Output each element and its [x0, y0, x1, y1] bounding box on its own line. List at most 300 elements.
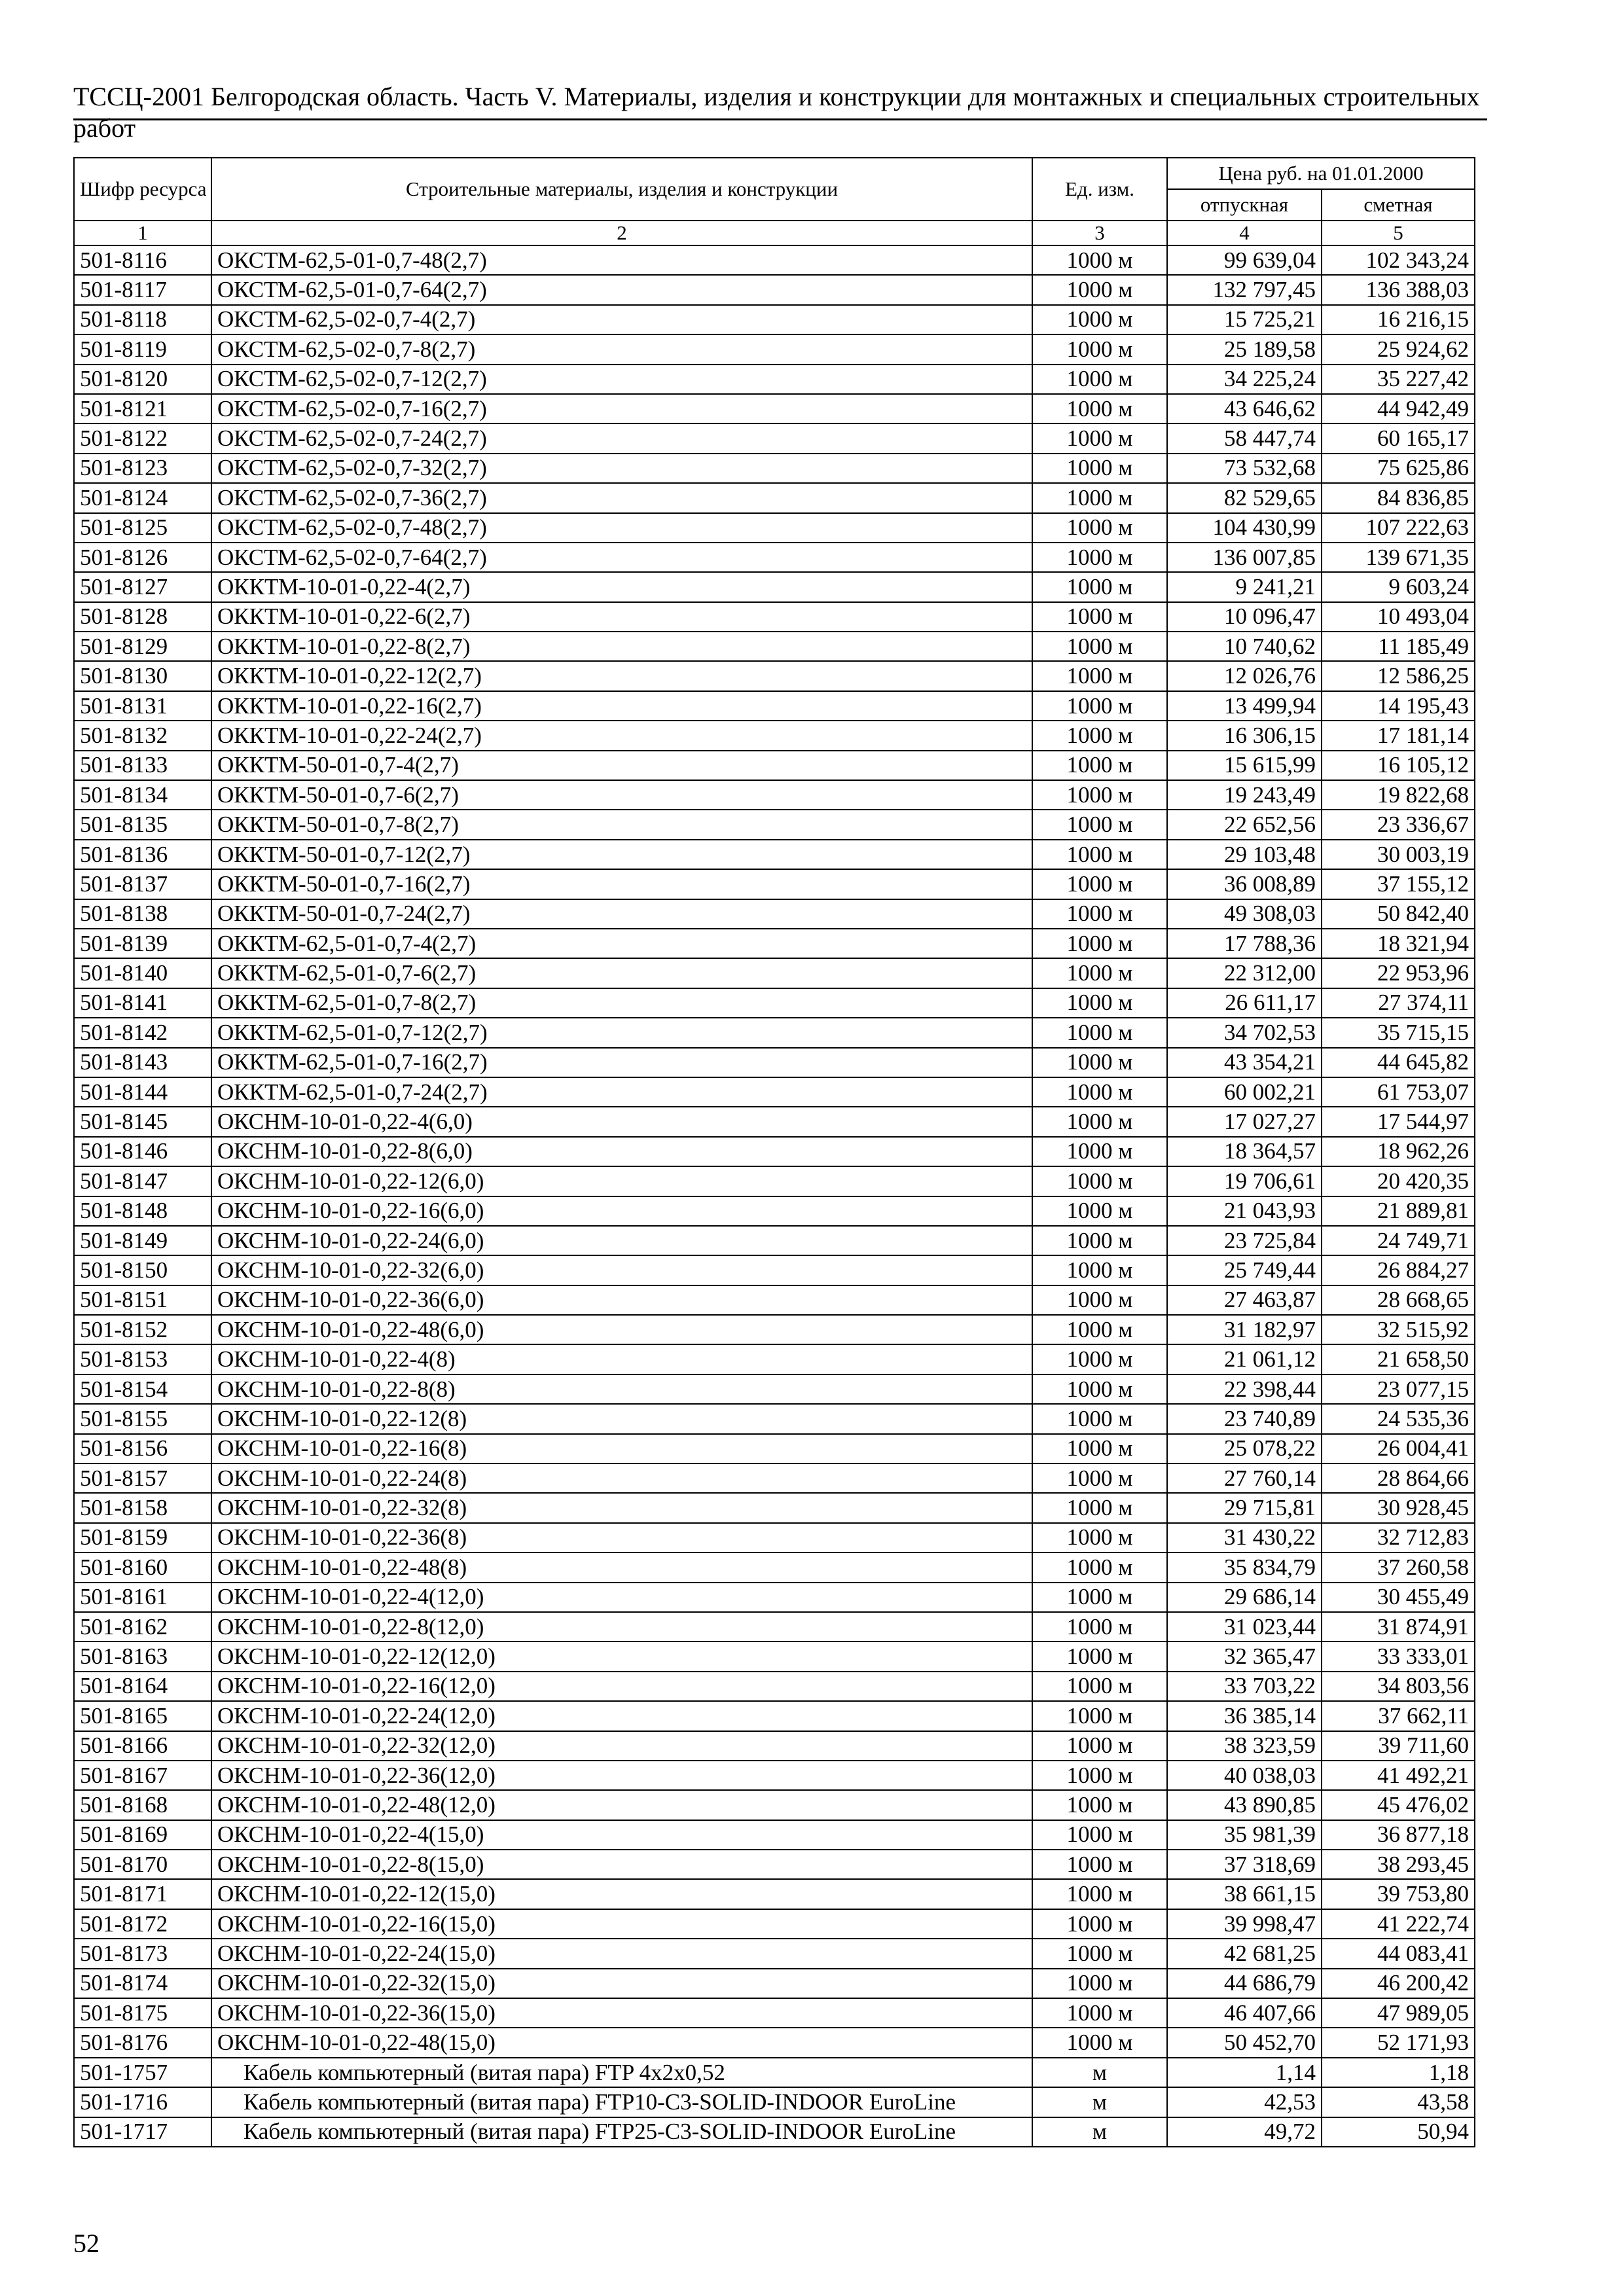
cell-release-price: 16 306,15 [1167, 721, 1322, 750]
cell-unit: 1000 м [1032, 275, 1167, 304]
cell-estimate-price: 23 077,15 [1322, 1374, 1475, 1404]
cell-estimate-price: 50 842,40 [1322, 899, 1475, 929]
table-row [74, 1552, 1475, 1582]
cell-resource-code: 501-8149 [74, 1226, 211, 1255]
cell-material-name: ОКСНМ-10-01-0,22-4(15,0) [211, 1820, 1032, 1850]
cell-estimate-price: 41 222,74 [1322, 1909, 1475, 1939]
cell-unit: 1000 м [1032, 1018, 1167, 1047]
table-row [74, 275, 1475, 304]
cell-estimate-price: 27 374,11 [1322, 988, 1475, 1018]
cell-estimate-price: 35 715,15 [1322, 1018, 1475, 1047]
table-row [74, 2028, 1475, 2057]
cell-material-name: ОККТМ-10-01-0,22-24(2,7) [211, 721, 1032, 750]
cell-resource-code: 501-8146 [74, 1137, 211, 1166]
cell-unit: 1000 м [1032, 780, 1167, 810]
cell-material-name: ОКСТМ-62,5-02-0,7-12(2,7) [211, 365, 1032, 394]
cell-release-price: 23 725,84 [1167, 1226, 1322, 1255]
table-row [74, 1404, 1475, 1433]
cell-unit: 1000 м [1032, 1196, 1167, 1226]
cell-release-price: 44 686,79 [1167, 1969, 1322, 1998]
cell-unit: 1000 м [1032, 929, 1167, 958]
col-header-code: Шифр ресурса [74, 158, 211, 221]
cell-release-price: 42 681,25 [1167, 1939, 1322, 1968]
cell-resource-code: 501-8153 [74, 1344, 211, 1374]
cell-resource-code: 501-8142 [74, 1018, 211, 1047]
cell-material-name: ОКСНМ-10-01-0,22-24(6,0) [211, 1226, 1032, 1255]
cell-unit: 1000 м [1032, 840, 1167, 869]
table-row [74, 691, 1475, 721]
cell-resource-code: 501-8140 [74, 958, 211, 988]
cell-unit: 1000 м [1032, 2028, 1167, 2057]
table-row [74, 1820, 1475, 1850]
cell-resource-code: 501-8134 [74, 780, 211, 810]
table-row [74, 1998, 1475, 2028]
cell-release-price: 15 725,21 [1167, 305, 1322, 334]
table-row [74, 423, 1475, 453]
cell-estimate-price: 17 544,97 [1322, 1107, 1475, 1136]
cell-estimate-price: 35 227,42 [1322, 365, 1475, 394]
cell-release-price: 82 529,65 [1167, 483, 1322, 512]
cell-resource-code: 501-8148 [74, 1196, 211, 1226]
cell-material-name: ОККТМ-62,5-01-0,7-12(2,7) [211, 1018, 1032, 1047]
cell-resource-code: 501-8145 [74, 1107, 211, 1136]
cell-estimate-price: 18 962,26 [1322, 1137, 1475, 1166]
table-row [74, 365, 1475, 394]
cell-release-price: 43 890,85 [1167, 1790, 1322, 1820]
cell-resource-code: 501-8139 [74, 929, 211, 958]
cell-unit: м [1032, 2058, 1167, 2087]
cell-material-name: Кабель компьютерный (витая пара) FTP 4x2x0,52 [211, 2058, 1032, 2087]
table-row [74, 1285, 1475, 1315]
cell-material-name: ОКСНМ-10-01-0,22-24(8) [211, 1463, 1032, 1493]
cell-release-price: 21 043,93 [1167, 1196, 1322, 1226]
table-row [74, 2117, 1475, 2147]
cell-unit: 1000 м [1032, 1048, 1167, 1077]
cell-resource-code: 501-8170 [74, 1850, 211, 1879]
cell-material-name: ОКСТМ-62,5-02-0,7-64(2,7) [211, 543, 1032, 572]
cell-unit: 1000 м [1032, 1850, 1167, 1879]
table-row [74, 1018, 1475, 1047]
cell-resource-code: 501-8157 [74, 1463, 211, 1493]
table-row [74, 1731, 1475, 1761]
cell-material-name: ОККТМ-50-01-0,7-8(2,7) [211, 810, 1032, 839]
table-row [74, 1196, 1475, 1226]
cell-release-price: 38 323,59 [1167, 1731, 1322, 1761]
table-row [74, 1761, 1475, 1790]
table-row [74, 1612, 1475, 1641]
table-row [74, 602, 1475, 632]
table-row [74, 869, 1475, 899]
cell-release-price: 39 998,47 [1167, 1909, 1322, 1939]
cell-release-price: 19 243,49 [1167, 780, 1322, 810]
cell-release-price: 25 078,22 [1167, 1434, 1322, 1463]
cell-release-price: 37 318,69 [1167, 1850, 1322, 1879]
cell-release-price: 27 760,14 [1167, 1463, 1322, 1493]
cell-release-price: 17 788,36 [1167, 929, 1322, 958]
table-row [74, 1850, 1475, 1879]
cell-estimate-price: 50,94 [1322, 2117, 1475, 2147]
cell-unit: 1000 м [1032, 751, 1167, 780]
cell-release-price: 9 241,21 [1167, 572, 1322, 601]
cell-unit: 1000 м [1032, 305, 1167, 334]
cell-resource-code: 501-8151 [74, 1285, 211, 1315]
table-row [74, 1583, 1475, 1612]
cell-estimate-price: 44 942,49 [1322, 394, 1475, 423]
col-number: 2 [211, 221, 1032, 245]
cell-estimate-price: 1,18 [1322, 2058, 1475, 2087]
cell-estimate-price: 10 493,04 [1322, 602, 1475, 632]
cell-unit: 1000 м [1032, 483, 1167, 512]
cell-unit: 1000 м [1032, 1255, 1167, 1285]
cell-estimate-price: 26 004,41 [1322, 1434, 1475, 1463]
cell-estimate-price: 37 260,58 [1322, 1552, 1475, 1582]
cell-unit: 1000 м [1032, 691, 1167, 721]
cell-material-name: ОКСТМ-62,5-02-0,7-24(2,7) [211, 423, 1032, 453]
cell-material-name: ОККТМ-50-01-0,7-12(2,7) [211, 840, 1032, 869]
cell-estimate-price: 44 083,41 [1322, 1939, 1475, 1968]
cell-estimate-price: 24 749,71 [1322, 1226, 1475, 1255]
table-row [74, 1048, 1475, 1077]
cell-resource-code: 501-8147 [74, 1166, 211, 1196]
cell-material-name: Кабель компьютерный (витая пара) FTP25-C3-SOLID-INDOOR EuroLine [211, 2117, 1032, 2147]
table-row [74, 572, 1475, 601]
cell-unit: 1000 м [1032, 1969, 1167, 1998]
table-row [74, 1909, 1475, 1939]
cell-material-name: ОКСТМ-62,5-02-0,7-4(2,7) [211, 305, 1032, 334]
table-row [74, 1434, 1475, 1463]
cell-resource-code: 501-8117 [74, 275, 211, 304]
cell-estimate-price: 41 492,21 [1322, 1761, 1475, 1790]
cell-material-name: ОККТМ-50-01-0,7-16(2,7) [211, 869, 1032, 899]
cell-estimate-price: 43,58 [1322, 2087, 1475, 2117]
table-row [74, 810, 1475, 839]
cell-material-name: ОКСНМ-10-01-0,22-48(6,0) [211, 1315, 1032, 1344]
cell-unit: 1000 м [1032, 1523, 1167, 1552]
cell-estimate-price: 102 343,24 [1322, 245, 1475, 275]
cell-unit: 1000 м [1032, 1493, 1167, 1522]
cell-unit: 1000 м [1032, 1879, 1167, 1909]
col-header-estimate-price: сметная [1322, 189, 1475, 221]
table-row [74, 1523, 1475, 1552]
cell-unit: 1000 м [1032, 454, 1167, 483]
cell-estimate-price: 16 216,15 [1322, 305, 1475, 334]
cell-resource-code: 501-8166 [74, 1731, 211, 1761]
cell-unit: 1000 м [1032, 899, 1167, 929]
cell-material-name: ОКСНМ-10-01-0,22-4(6,0) [211, 1107, 1032, 1136]
table-row [74, 2058, 1475, 2087]
cell-estimate-price: 136 388,03 [1322, 275, 1475, 304]
cell-release-price: 31 182,97 [1167, 1315, 1322, 1344]
cell-unit: 1000 м [1032, 958, 1167, 988]
table-row [74, 661, 1475, 691]
table-row [74, 632, 1475, 661]
cell-estimate-price: 21 889,81 [1322, 1196, 1475, 1226]
cell-resource-code: 501-8116 [74, 245, 211, 275]
cell-unit: 1000 м [1032, 1463, 1167, 1493]
table-row [74, 1790, 1475, 1820]
cell-resource-code: 501-8155 [74, 1404, 211, 1433]
cell-release-price: 10 740,62 [1167, 632, 1322, 661]
cell-release-price: 25 189,58 [1167, 334, 1322, 364]
table-row [74, 988, 1475, 1018]
cell-resource-code: 501-8143 [74, 1048, 211, 1077]
cell-release-price: 17 027,27 [1167, 1107, 1322, 1136]
cell-material-name: ОКСНМ-10-01-0,22-8(12,0) [211, 1612, 1032, 1641]
col-number: 1 [74, 221, 211, 245]
cell-material-name: ОКСНМ-10-01-0,22-12(12,0) [211, 1641, 1032, 1671]
table-row [74, 721, 1475, 750]
cell-resource-code: 501-8165 [74, 1701, 211, 1731]
cell-estimate-price: 33 333,01 [1322, 1641, 1475, 1671]
cell-estimate-price: 23 336,67 [1322, 810, 1475, 839]
table-row [74, 1641, 1475, 1671]
cell-estimate-price: 36 877,18 [1322, 1820, 1475, 1850]
cell-release-price: 29 103,48 [1167, 840, 1322, 869]
table-row [74, 1255, 1475, 1285]
cell-estimate-price: 14 195,43 [1322, 691, 1475, 721]
cell-release-price: 50 452,70 [1167, 2028, 1322, 2057]
cell-resource-code: 501-8169 [74, 1820, 211, 1850]
cell-estimate-price: 60 165,17 [1322, 423, 1475, 453]
table-row [74, 1939, 1475, 1968]
cell-material-name: ОКСТМ-62,5-02-0,7-36(2,7) [211, 483, 1032, 512]
cell-release-price: 23 740,89 [1167, 1404, 1322, 1433]
cell-resource-code: 501-8173 [74, 1939, 211, 1968]
cell-release-price: 46 407,66 [1167, 1998, 1322, 2028]
cell-resource-code: 501-8129 [74, 632, 211, 661]
cell-estimate-price: 12 586,25 [1322, 661, 1475, 691]
cell-release-price: 1,14 [1167, 2058, 1322, 2087]
table-row [74, 1879, 1475, 1909]
cell-material-name: ОКСНМ-10-01-0,22-16(6,0) [211, 1196, 1032, 1226]
cell-material-name: ОКСНМ-10-01-0,22-24(15,0) [211, 1939, 1032, 1968]
cell-resource-code: 501-8121 [74, 394, 211, 423]
cell-resource-code: 501-8120 [74, 365, 211, 394]
cell-material-name: ОКСНМ-10-01-0,22-36(15,0) [211, 1998, 1032, 2028]
cell-material-name: ОКСНМ-10-01-0,22-16(15,0) [211, 1909, 1032, 1939]
cell-estimate-price: 37 155,12 [1322, 869, 1475, 899]
cell-resource-code: 501-8159 [74, 1523, 211, 1552]
cell-material-name: ОККТМ-62,5-01-0,7-6(2,7) [211, 958, 1032, 988]
cell-release-price: 34 225,24 [1167, 365, 1322, 394]
page-number: 52 [73, 2229, 99, 2258]
cell-material-name: ОККТМ-50-01-0,7-6(2,7) [211, 780, 1032, 810]
cell-resource-code: 501-8158 [74, 1493, 211, 1522]
cell-release-price: 19 706,61 [1167, 1166, 1322, 1196]
cell-material-name: ОКСНМ-10-01-0,22-4(8) [211, 1344, 1032, 1374]
cell-release-price: 27 463,87 [1167, 1285, 1322, 1315]
cell-release-price: 33 703,22 [1167, 1672, 1322, 1701]
cell-resource-code: 501-8154 [74, 1374, 211, 1404]
table-row [74, 1463, 1475, 1493]
table-row [74, 1969, 1475, 1998]
cell-release-price: 22 398,44 [1167, 1374, 1322, 1404]
cell-estimate-price: 139 671,35 [1322, 543, 1475, 572]
cell-unit: 1000 м [1032, 1820, 1167, 1850]
cell-material-name: ОКСНМ-10-01-0,22-36(8) [211, 1523, 1032, 1552]
cell-resource-code: 501-8126 [74, 543, 211, 572]
cell-estimate-price: 84 836,85 [1322, 483, 1475, 512]
cell-unit: 1000 м [1032, 1285, 1167, 1315]
cell-estimate-price: 11 185,49 [1322, 632, 1475, 661]
cell-estimate-price: 44 645,82 [1322, 1048, 1475, 1077]
cell-release-price: 136 007,85 [1167, 543, 1322, 572]
cell-release-price: 43 646,62 [1167, 394, 1322, 423]
cell-release-price: 29 715,81 [1167, 1493, 1322, 1522]
cell-unit: 1000 м [1032, 365, 1167, 394]
cell-unit: 1000 м [1032, 543, 1167, 572]
cell-resource-code: 501-8131 [74, 691, 211, 721]
cell-material-name: ОККТМ-10-01-0,22-8(2,7) [211, 632, 1032, 661]
cell-resource-code: 501-8136 [74, 840, 211, 869]
cell-resource-code: 501-8168 [74, 1790, 211, 1820]
cell-material-name: ОКСТМ-62,5-02-0,7-8(2,7) [211, 334, 1032, 364]
cell-release-price: 40 038,03 [1167, 1761, 1322, 1790]
cell-estimate-price: 16 105,12 [1322, 751, 1475, 780]
cell-resource-code: 501-8160 [74, 1552, 211, 1582]
table-row [74, 1315, 1475, 1344]
table-row [74, 245, 1475, 275]
cell-resource-code: 501-1716 [74, 2087, 211, 2117]
cell-resource-code: 501-8132 [74, 721, 211, 750]
cell-release-price: 38 661,15 [1167, 1879, 1322, 1909]
cell-release-price: 12 026,76 [1167, 661, 1322, 691]
cell-release-price: 31 430,22 [1167, 1523, 1322, 1552]
table-row [74, 958, 1475, 988]
col-header-unit: Ед. изм. [1032, 158, 1167, 221]
cell-unit: 1000 м [1032, 1137, 1167, 1166]
cell-resource-code: 501-8161 [74, 1583, 211, 1612]
cell-unit: 1000 м [1032, 513, 1167, 543]
cell-material-name: ОКСНМ-10-01-0,22-12(6,0) [211, 1166, 1032, 1196]
cell-material-name: ОККТМ-62,5-01-0,7-8(2,7) [211, 988, 1032, 1018]
cell-release-price: 60 002,21 [1167, 1077, 1322, 1107]
cell-estimate-price: 46 200,42 [1322, 1969, 1475, 1998]
table-row [74, 929, 1475, 958]
cell-material-name: ОКСНМ-10-01-0,22-8(8) [211, 1374, 1032, 1404]
cell-release-price: 132 797,45 [1167, 275, 1322, 304]
table-row [74, 2087, 1475, 2117]
cell-estimate-price: 20 420,35 [1322, 1166, 1475, 1196]
cell-material-name: ОКСНМ-10-01-0,22-16(8) [211, 1434, 1032, 1463]
cell-estimate-price: 28 668,65 [1322, 1285, 1475, 1315]
cell-material-name: ОККТМ-10-01-0,22-12(2,7) [211, 661, 1032, 691]
table-row [74, 454, 1475, 483]
cell-release-price: 18 364,57 [1167, 1137, 1322, 1166]
cell-unit: 1000 м [1032, 1166, 1167, 1196]
cell-material-name: ОКСНМ-10-01-0,22-16(12,0) [211, 1672, 1032, 1701]
col-number: 5 [1322, 221, 1475, 245]
cell-estimate-price: 39 753,80 [1322, 1879, 1475, 1909]
cell-estimate-price: 61 753,07 [1322, 1077, 1475, 1107]
cell-estimate-price: 18 321,94 [1322, 929, 1475, 958]
cell-resource-code: 501-8171 [74, 1879, 211, 1909]
cell-unit: 1000 м [1032, 869, 1167, 899]
cell-release-price: 42,53 [1167, 2087, 1322, 2117]
table-row [74, 1137, 1475, 1166]
cell-unit: 1000 м [1032, 1701, 1167, 1731]
table-row [74, 1344, 1475, 1374]
cell-resource-code: 501-8119 [74, 334, 211, 364]
cell-unit: 1000 м [1032, 1344, 1167, 1374]
cell-resource-code: 501-8164 [74, 1672, 211, 1701]
cell-material-name: ОКСТМ-62,5-02-0,7-32(2,7) [211, 454, 1032, 483]
cell-estimate-price: 31 874,91 [1322, 1612, 1475, 1641]
cell-resource-code: 501-8122 [74, 423, 211, 453]
cell-estimate-price: 34 803,56 [1322, 1672, 1475, 1701]
cell-release-price: 36 385,14 [1167, 1701, 1322, 1731]
cell-unit: 1000 м [1032, 632, 1167, 661]
cell-material-name: ОКСТМ-62,5-01-0,7-64(2,7) [211, 275, 1032, 304]
cell-material-name: ОКСНМ-10-01-0,22-32(15,0) [211, 1969, 1032, 1998]
cell-unit: 1000 м [1032, 810, 1167, 839]
cell-unit: 1000 м [1032, 245, 1167, 275]
cell-release-price: 15 615,99 [1167, 751, 1322, 780]
cell-material-name: ОККТМ-10-01-0,22-4(2,7) [211, 572, 1032, 601]
cell-estimate-price: 30 928,45 [1322, 1493, 1475, 1522]
cell-material-name: ОКСНМ-10-01-0,22-32(6,0) [211, 1255, 1032, 1285]
cell-material-name: ОККТМ-50-01-0,7-24(2,7) [211, 899, 1032, 929]
cell-unit: 1000 м [1032, 394, 1167, 423]
cell-unit: 1000 м [1032, 423, 1167, 453]
cell-resource-code: 501-8133 [74, 751, 211, 780]
cell-resource-code: 501-8167 [74, 1761, 211, 1790]
cell-resource-code: 501-1717 [74, 2117, 211, 2147]
cell-release-price: 32 365,47 [1167, 1641, 1322, 1671]
cell-estimate-price: 9 603,24 [1322, 572, 1475, 601]
cell-unit: 1000 м [1032, 1790, 1167, 1820]
cell-resource-code: 501-8162 [74, 1612, 211, 1641]
cell-unit: 1000 м [1032, 1672, 1167, 1701]
cell-estimate-price: 26 884,27 [1322, 1255, 1475, 1285]
cell-material-name: ОКСНМ-10-01-0,22-8(6,0) [211, 1137, 1032, 1166]
cell-unit: 1000 м [1032, 988, 1167, 1018]
table-row [74, 334, 1475, 364]
cell-unit: м [1032, 2117, 1167, 2147]
cell-unit: м [1032, 2087, 1167, 2117]
cell-estimate-price: 30 455,49 [1322, 1583, 1475, 1612]
cell-estimate-price: 45 476,02 [1322, 1790, 1475, 1820]
cell-resource-code: 501-8172 [74, 1909, 211, 1939]
cell-unit: 1000 м [1032, 1731, 1167, 1761]
cell-material-name: Кабель компьютерный (витая пара) FTP10-C3-SOLID-INDOOR EuroLine [211, 2087, 1032, 2117]
cell-unit: 1000 м [1032, 721, 1167, 750]
cell-unit: 1000 м [1032, 1909, 1167, 1939]
cell-estimate-price: 19 822,68 [1322, 780, 1475, 810]
cell-unit: 1000 м [1032, 1583, 1167, 1612]
cell-estimate-price: 107 222,63 [1322, 513, 1475, 543]
table-row [74, 1672, 1475, 1701]
cell-resource-code: 501-8152 [74, 1315, 211, 1344]
cell-material-name: ОККТМ-62,5-01-0,7-24(2,7) [211, 1077, 1032, 1107]
cell-material-name: ОКСНМ-10-01-0,22-12(15,0) [211, 1879, 1032, 1909]
cell-material-name: ОКСНМ-10-01-0,22-12(8) [211, 1404, 1032, 1433]
cell-material-name: ОКСНМ-10-01-0,22-48(8) [211, 1552, 1032, 1582]
cell-release-price: 13 499,94 [1167, 691, 1322, 721]
cell-material-name: ОКСНМ-10-01-0,22-36(6,0) [211, 1285, 1032, 1315]
col-number: 4 [1167, 221, 1322, 245]
table-row [74, 1493, 1475, 1522]
cell-resource-code: 501-8118 [74, 305, 211, 334]
col-header-price: Цена руб. на 01.01.2000 [1167, 158, 1475, 189]
cell-estimate-price: 52 171,93 [1322, 2028, 1475, 2057]
cell-resource-code: 501-8150 [74, 1255, 211, 1285]
cell-unit: 1000 м [1032, 1939, 1167, 1968]
cell-unit: 1000 м [1032, 602, 1167, 632]
table-row [74, 543, 1475, 572]
cell-material-name: ОККТМ-10-01-0,22-6(2,7) [211, 602, 1032, 632]
col-header-name: Строительные материалы, изделия и конструкции [211, 158, 1032, 221]
